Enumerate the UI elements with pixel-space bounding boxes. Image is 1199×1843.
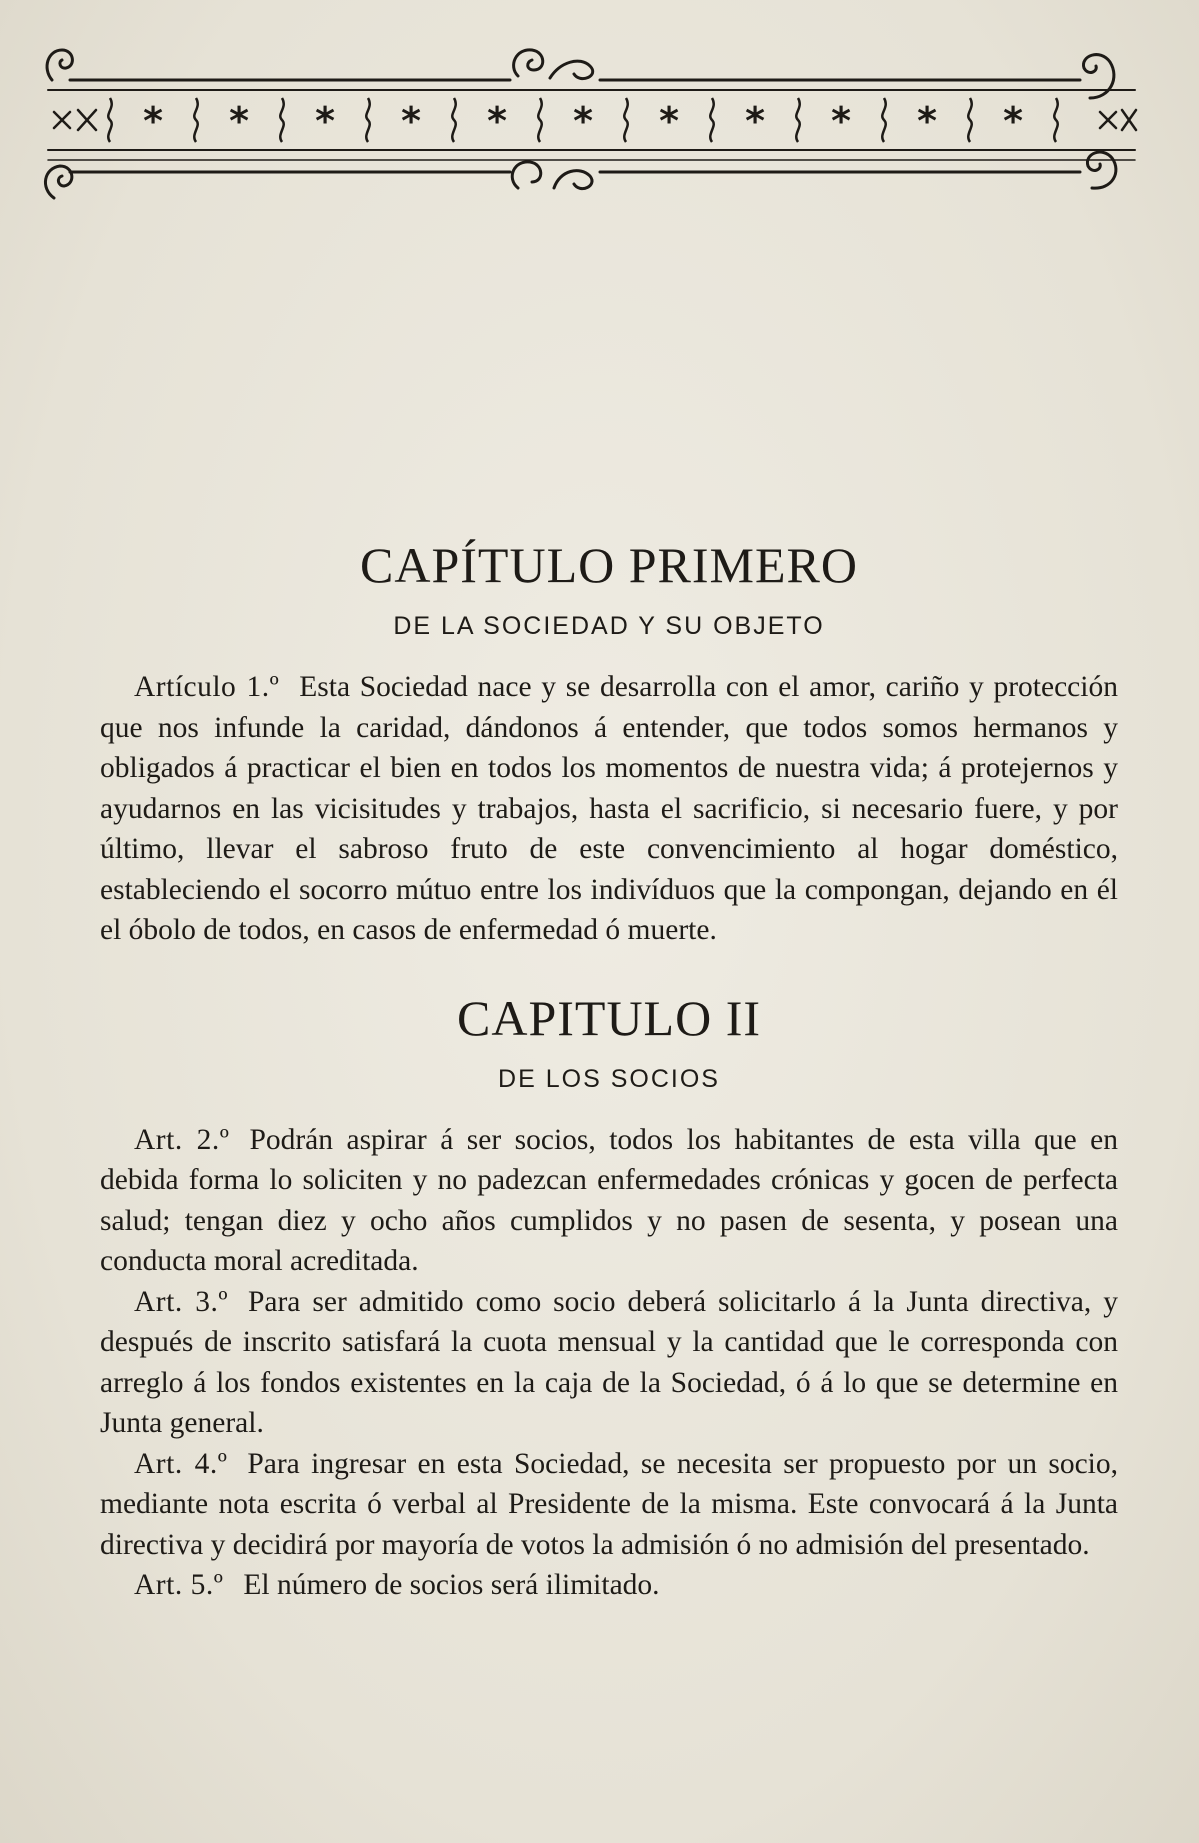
article-text: Para ingresar en esta Sociedad, se necesita ser propuesto por un socio, mediante nota escrita ó verbal al Presidente de la misma. Este convocará á la Junta directiva y decidirá por mayoría de votos la admisión ó no admisión del presentado. [100, 1447, 1118, 1561]
asterisk-icon: * [487, 99, 507, 143]
asterisk-icon: * [745, 99, 765, 143]
article-text: Para ser admitido como socio deberá solicitarlo á la Junta directiva, y después de inscrito satisfará la cuota mensual y la cantidad que le corresponda con arreglo á los fondos existentes en la caja de la Sociedad, ó á lo que se determine en Junta general. [100, 1285, 1118, 1439]
asterisk-icon: * [659, 99, 679, 143]
scroll-icon [47, 50, 72, 80]
asterisk-icon: * [143, 99, 163, 143]
asterisk-icon: * [315, 99, 335, 143]
asterisk-icon: * [917, 99, 937, 143]
article-paragraph [100, 1120, 1118, 1282]
article-paragraph [100, 667, 1118, 951]
chapter-title: CAPÍTULO PRIMERO [360, 537, 858, 593]
article-label: Art. 4.º [134, 1447, 228, 1480]
chapter-title: CAPITULO II [456, 989, 762, 1046]
article-label: Artículo 1.º [134, 671, 280, 703]
article-label: Art. 5.º [134, 1569, 224, 1601]
article-text: Podrán aspirar á ser socios, todos los habitantes de esta villa que en debida forma lo soliciten y no padezcan enfermedades crónicas y gocen de perfecta salud; tengan diez y ocho años cumplidos y no pasen de sesenta, y posean una conducta moral acreditada. [100, 1123, 1118, 1277]
article-text: El número de socios será ilimitado. [243, 1569, 660, 1601]
page-content [100, 536, 1118, 1606]
asterisk-icon: * [229, 99, 249, 143]
article-paragraph [100, 1565, 1118, 1606]
article-text: Esta Sociedad nace y se desarrolla con el amor, cariño y protección que nos infunde la caridad, dándonos á entender, que todos somos hermanos y obligados á practicar el bien en todos los momentos de nuestra vida; á protejernos y ayudarnos en las vicisitudes y trabajos, hasta el sacrificio, si necesario fuere, y por último, llevar el sabroso fruto de este convencimiento al hogar doméstico, estableciendo el socorro mútuo entre los indivíduos que la compongan, dejando en él el óbolo de todos, en casos de enfermedad ó muerte. [100, 671, 1118, 946]
chapter-subtitle: DE LOS SOCIOS [498, 1064, 720, 1093]
article-label: Art. 3.º [134, 1285, 228, 1318]
article-paragraph [100, 1282, 1118, 1444]
asterisk-icon: * [831, 99, 851, 143]
asterisk-icon: * [1003, 99, 1023, 143]
chapter-subtitle: DE LA SOCIEDAD Y SU OBJETO [393, 612, 825, 640]
decorative-border [40, 38, 1140, 228]
article-paragraph [100, 1444, 1118, 1566]
asterisk-icon: * [401, 99, 421, 143]
asterisk-icon: * [573, 99, 593, 143]
article-label: Art. 2.º [134, 1123, 230, 1156]
